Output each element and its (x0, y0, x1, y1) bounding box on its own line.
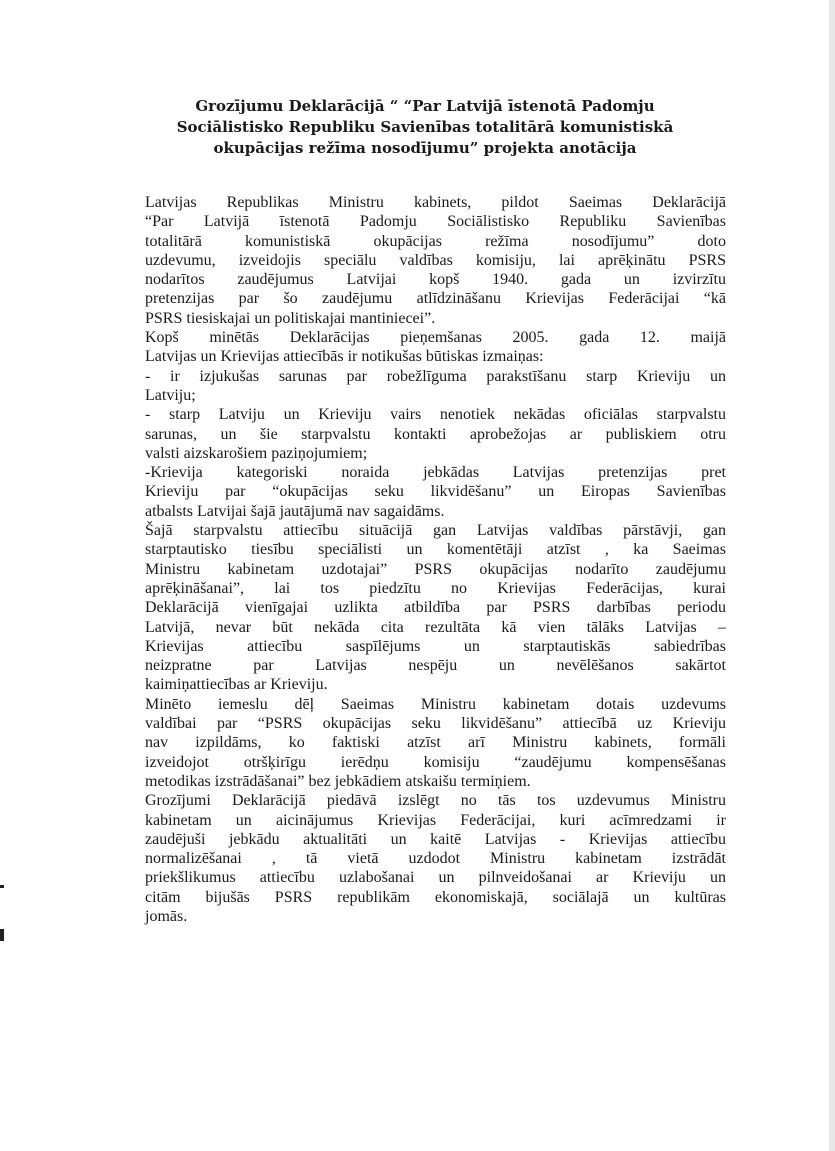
body-line: starptautisko tiesību speciālisti un komentētāji atzīst , ka Saeimas (145, 541, 726, 559)
body-line: kabinetam un aicinājumus Krievijas Federācijai, kuri acīmredzami ir (145, 811, 726, 829)
body-line: - starp Latviju un Krieviju vairs nenotiek nekādas oficiālas starpvalstu (145, 406, 726, 424)
body-line: pretenzijas par šo zaudējumu atlīdzināšanu Krievijas Federācijai “kā (145, 290, 726, 308)
body-line: normalizēšanai , tā vietā uzdodot Ministru kabinetam izstrādāt (145, 850, 726, 868)
body-line: PSRS tiesiskajai un politiskajai mantiniecei”. (145, 309, 436, 327)
body-line: Kopš minētās Deklarācijas pieņemšanas 2005. gada 12. maijā (145, 329, 726, 347)
scan-mark (0, 885, 4, 888)
body-line: Ministru kabinetam uzdotajai” PSRS okupācijas nodarīto zaudējumu (145, 560, 726, 578)
body-line: izveidojot otršķirīgu ierēdņu komisiju “zaudējumu kompensēšanas (145, 753, 726, 771)
body-line: valsti aizskarošiem paziņojumiem; (145, 444, 368, 462)
body-line: Šajā starpvalstu attiecību situācijā gan Latvijas valdības pārstāvji, gan (145, 522, 726, 540)
body-line: zaudējuši jebkādu aktualitāti un kaitē Latvijas - Krievijas attiecību (145, 830, 726, 848)
body-line: nodarītos zaudējumus Latvijai kopš 1940. gada un izvirzītu (145, 271, 726, 289)
body-line: -Krievija kategoriski noraida jebkādas Latvijas pretenzijas pret (145, 464, 726, 482)
body-line: sarunas, un šie starpvalstu kontakti aprobežojas ar publiskiem otru (145, 425, 726, 443)
body-line: metodikas izstrādāšanai” bez jebkādiem atskaišu termiņiem. (145, 772, 531, 790)
body-line: Krieviju par “okupācijas seku likvidēšanu” un Eiropas Savienības (145, 483, 726, 501)
body-line: jomās. (145, 907, 188, 925)
title-line: Sociālistisko Republiku Savienības totalitārā komunistiskā (176, 118, 674, 136)
body-line: “Par Latvijā īstenotā Padomju Sociālistisko Republiku Savienības (145, 213, 726, 231)
body-line: priekšlikumus attiecību uzlabošanai un pilnveidošanai ar Krieviju un (145, 869, 726, 887)
body-line: Grozījumi Deklarācijā piedāvā izslēgt no tās tos uzdevumus Ministru (145, 792, 726, 810)
body-line: totalitārā komunistiskā okupācijas režīma nosodījumu” doto (145, 232, 726, 250)
body-line: Krievijas attiecību saspīlējums un starptautiskās sabiedrības (145, 637, 726, 655)
title-line: Grozījumu Deklarācijā “ “Par Latvijā īstenotā Padomju (195, 97, 655, 115)
body-line: aprēķināšanai”, lai tos piedzītu no Krievijas Federācijas, kurai (145, 579, 726, 597)
body-line: - ir izjukušas sarunas par robežlīguma parakstīšanu starp Krieviju un (145, 367, 726, 385)
title-line: okupācijas režīma nosodījumu” projekta anotācija (213, 139, 637, 157)
body-line: Latviju; (145, 386, 196, 404)
body-line: atbalsts Latvijai šajā jautājumā nav sagaidāms. (145, 502, 445, 520)
scan-mark (0, 929, 4, 941)
body-line: Deklarācijā vienīgajai uzlikta atbildība par PSRS darbības periodu (145, 599, 726, 617)
body-line: uzdevumu, izveidojis speciālu valdības komisiju, lai aprēķinātu PSRS (145, 251, 726, 269)
body-line: Latvijas Republikas Ministru kabinets, pildot Saeimas Deklarācijā (145, 194, 726, 211)
scan-edge-marks (0, 885, 4, 945)
body-line: nav izpildāms, ko faktiski atzīst arī Ministru kabinets, formāli (145, 734, 726, 752)
document-body (145, 193, 726, 926)
body-line: kaimiņattiecības ar Krieviju. (145, 676, 328, 694)
body-line: Latvijā, nevar būt nekāda cita rezultāta kā vien tālāks Latvijas – (145, 618, 726, 636)
body-line: citām bijušās PSRS republikām ekonomiskajā, sociālajā un kultūras (145, 888, 726, 906)
document-title (130, 96, 720, 159)
body-line: valdībai par “PSRS okupācijas seku likvidēšanu” attiecībā uz Krieviju (145, 715, 726, 733)
page-edge (829, 0, 835, 1151)
body-line: neizpratne par Latvijas nespēju un nevēlēšanos sakārtot (145, 657, 726, 675)
body-line: Minēto iemeslu dēļ Saeimas Ministru kabinetam dotais uzdevums (145, 695, 726, 713)
body-line: Latvijas un Krievijas attiecībās ir notikušas būtiskas izmaiņas: (145, 348, 544, 366)
